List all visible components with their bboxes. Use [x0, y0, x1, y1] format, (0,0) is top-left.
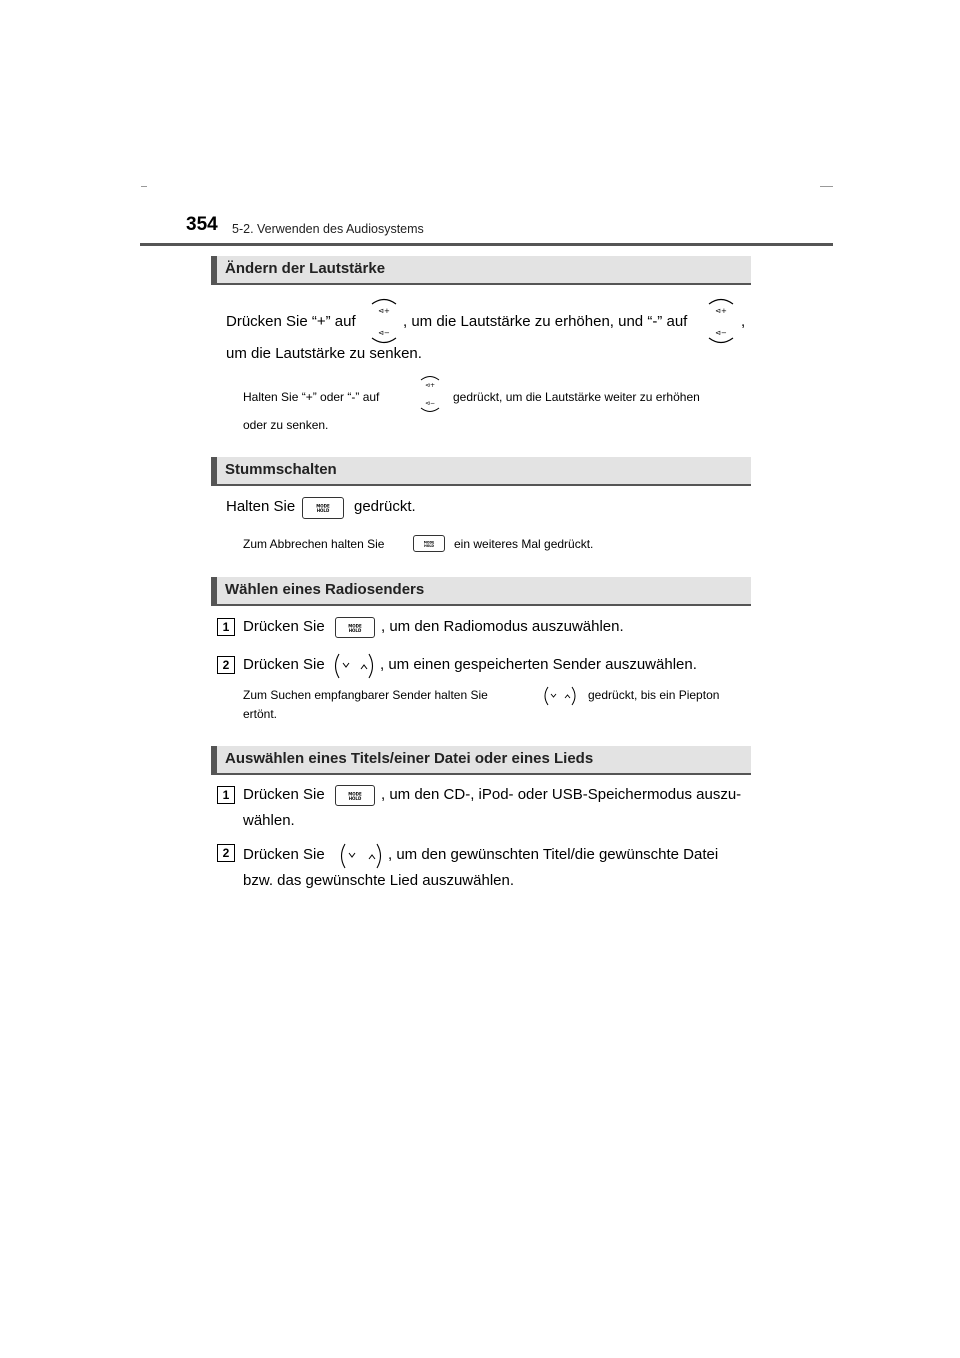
- track-step2-line2: bzw. das gewünschte Lied auszuwählen.: [243, 872, 515, 889]
- step-number-2: 2: [217, 656, 235, 674]
- track-step2-text-1: Drücken Sie: [243, 846, 325, 863]
- mode-hold-button-icon: [413, 535, 445, 552]
- svg-text:⊲−: ⊲−: [715, 329, 727, 337]
- page-number: 354: [186, 214, 218, 235]
- radio-step1-text-1: Drücken Sie: [243, 618, 325, 635]
- track-step2-text-2: , um den gewünschten Titel/die gewünschte Datei: [388, 846, 719, 863]
- heading-mute: [211, 457, 751, 486]
- crop-mark-right: [820, 186, 833, 187]
- svg-text:HOLD: HOLD: [316, 508, 330, 513]
- svg-text:⊲−: ⊲−: [424, 400, 436, 407]
- svg-text:⊲+: ⊲+: [424, 382, 436, 389]
- heading-volume: [211, 256, 751, 285]
- svg-text:HOLD: HOLD: [348, 795, 362, 801]
- volume-switch-icon: [417, 372, 443, 416]
- step-number-1: 1: [217, 786, 235, 804]
- radio-step2-text-2: , um einen gespeicherten Sender auszuwählen.: [380, 656, 697, 673]
- radio-note-2: gedrückt, bis ein Piepton: [588, 688, 720, 702]
- heading-mute-label: Stummschalten: [225, 461, 337, 478]
- mute-note-1: Zum Abbrechen halten Sie: [243, 537, 385, 551]
- svg-text:MODE: MODE: [316, 503, 330, 509]
- volume-text-2: , um die Lautstärke zu erhöhen, und “-” auf: [403, 313, 688, 330]
- section-title: 5-2. Verwenden des Audiosystems: [232, 222, 424, 236]
- radio-step2-text-1: Drücken Sie: [243, 656, 325, 673]
- svg-text:⊲−: ⊲−: [378, 329, 390, 337]
- svg-text:MODE: MODE: [423, 540, 435, 545]
- mode-hold-button-icon: [302, 497, 344, 519]
- volume-text-1: Drücken Sie “+” auf: [226, 313, 356, 330]
- heading-track-label: Auswählen eines Titels/einer Datei oder eines Lieds: [225, 750, 594, 767]
- volume-text-line2: um die Lautstärke zu senken.: [226, 345, 422, 362]
- track-step1-text-1: Drücken Sie: [243, 786, 325, 803]
- heading-radio-label: Wählen eines Radiosenders: [225, 581, 425, 598]
- svg-text:MODE: MODE: [348, 791, 362, 796]
- volume-note-2: gedrückt, um die Lautstärke weiter zu erhöhen: [453, 390, 700, 404]
- step-number-2: 2: [217, 844, 235, 862]
- radio-note-line2: ertönt.: [243, 707, 278, 721]
- seek-switch-icon: [541, 685, 579, 707]
- volume-note-line2: oder zu senken.: [243, 418, 329, 432]
- step-number-1: 1: [217, 618, 235, 636]
- track-step1-line2: wählen.: [243, 812, 295, 829]
- mute-text-1: Halten Sie: [226, 498, 296, 515]
- seek-switch-icon: [331, 652, 377, 680]
- heading-volume-label: Ändern der Lautstärke: [225, 260, 386, 277]
- svg-text:MODE: MODE: [348, 623, 362, 628]
- crop-mark-left: [141, 186, 147, 187]
- heading-track: [211, 746, 751, 775]
- mode-hold-button-icon: [335, 617, 375, 638]
- mute-note-2: ein weiteres Mal gedrückt.: [454, 537, 594, 551]
- svg-text:⊲+: ⊲+: [715, 307, 727, 315]
- header-rule: [140, 243, 833, 246]
- volume-text-3: ,: [741, 313, 746, 330]
- radio-step1-text-2: , um den Radiomodus auszuwählen.: [381, 618, 624, 635]
- radio-note-1: Zum Suchen empfangbarer Sender halten Sie: [243, 688, 488, 702]
- track-step1-text-2: , um den CD-, iPod- oder USB-Speichermodus auszu-: [381, 786, 742, 803]
- svg-text:HOLD: HOLD: [424, 543, 434, 548]
- volume-switch-icon: [368, 294, 400, 348]
- svg-text:HOLD: HOLD: [348, 627, 362, 633]
- mute-text-2: gedrückt.: [354, 498, 416, 515]
- volume-note-1: Halten Sie “+” oder “-” auf: [243, 390, 380, 404]
- svg-text:⊲+: ⊲+: [378, 307, 390, 315]
- volume-switch-icon: [705, 294, 737, 348]
- heading-radio: [211, 577, 751, 606]
- mode-hold-button-icon: [335, 785, 375, 806]
- seek-switch-icon: [337, 842, 385, 870]
